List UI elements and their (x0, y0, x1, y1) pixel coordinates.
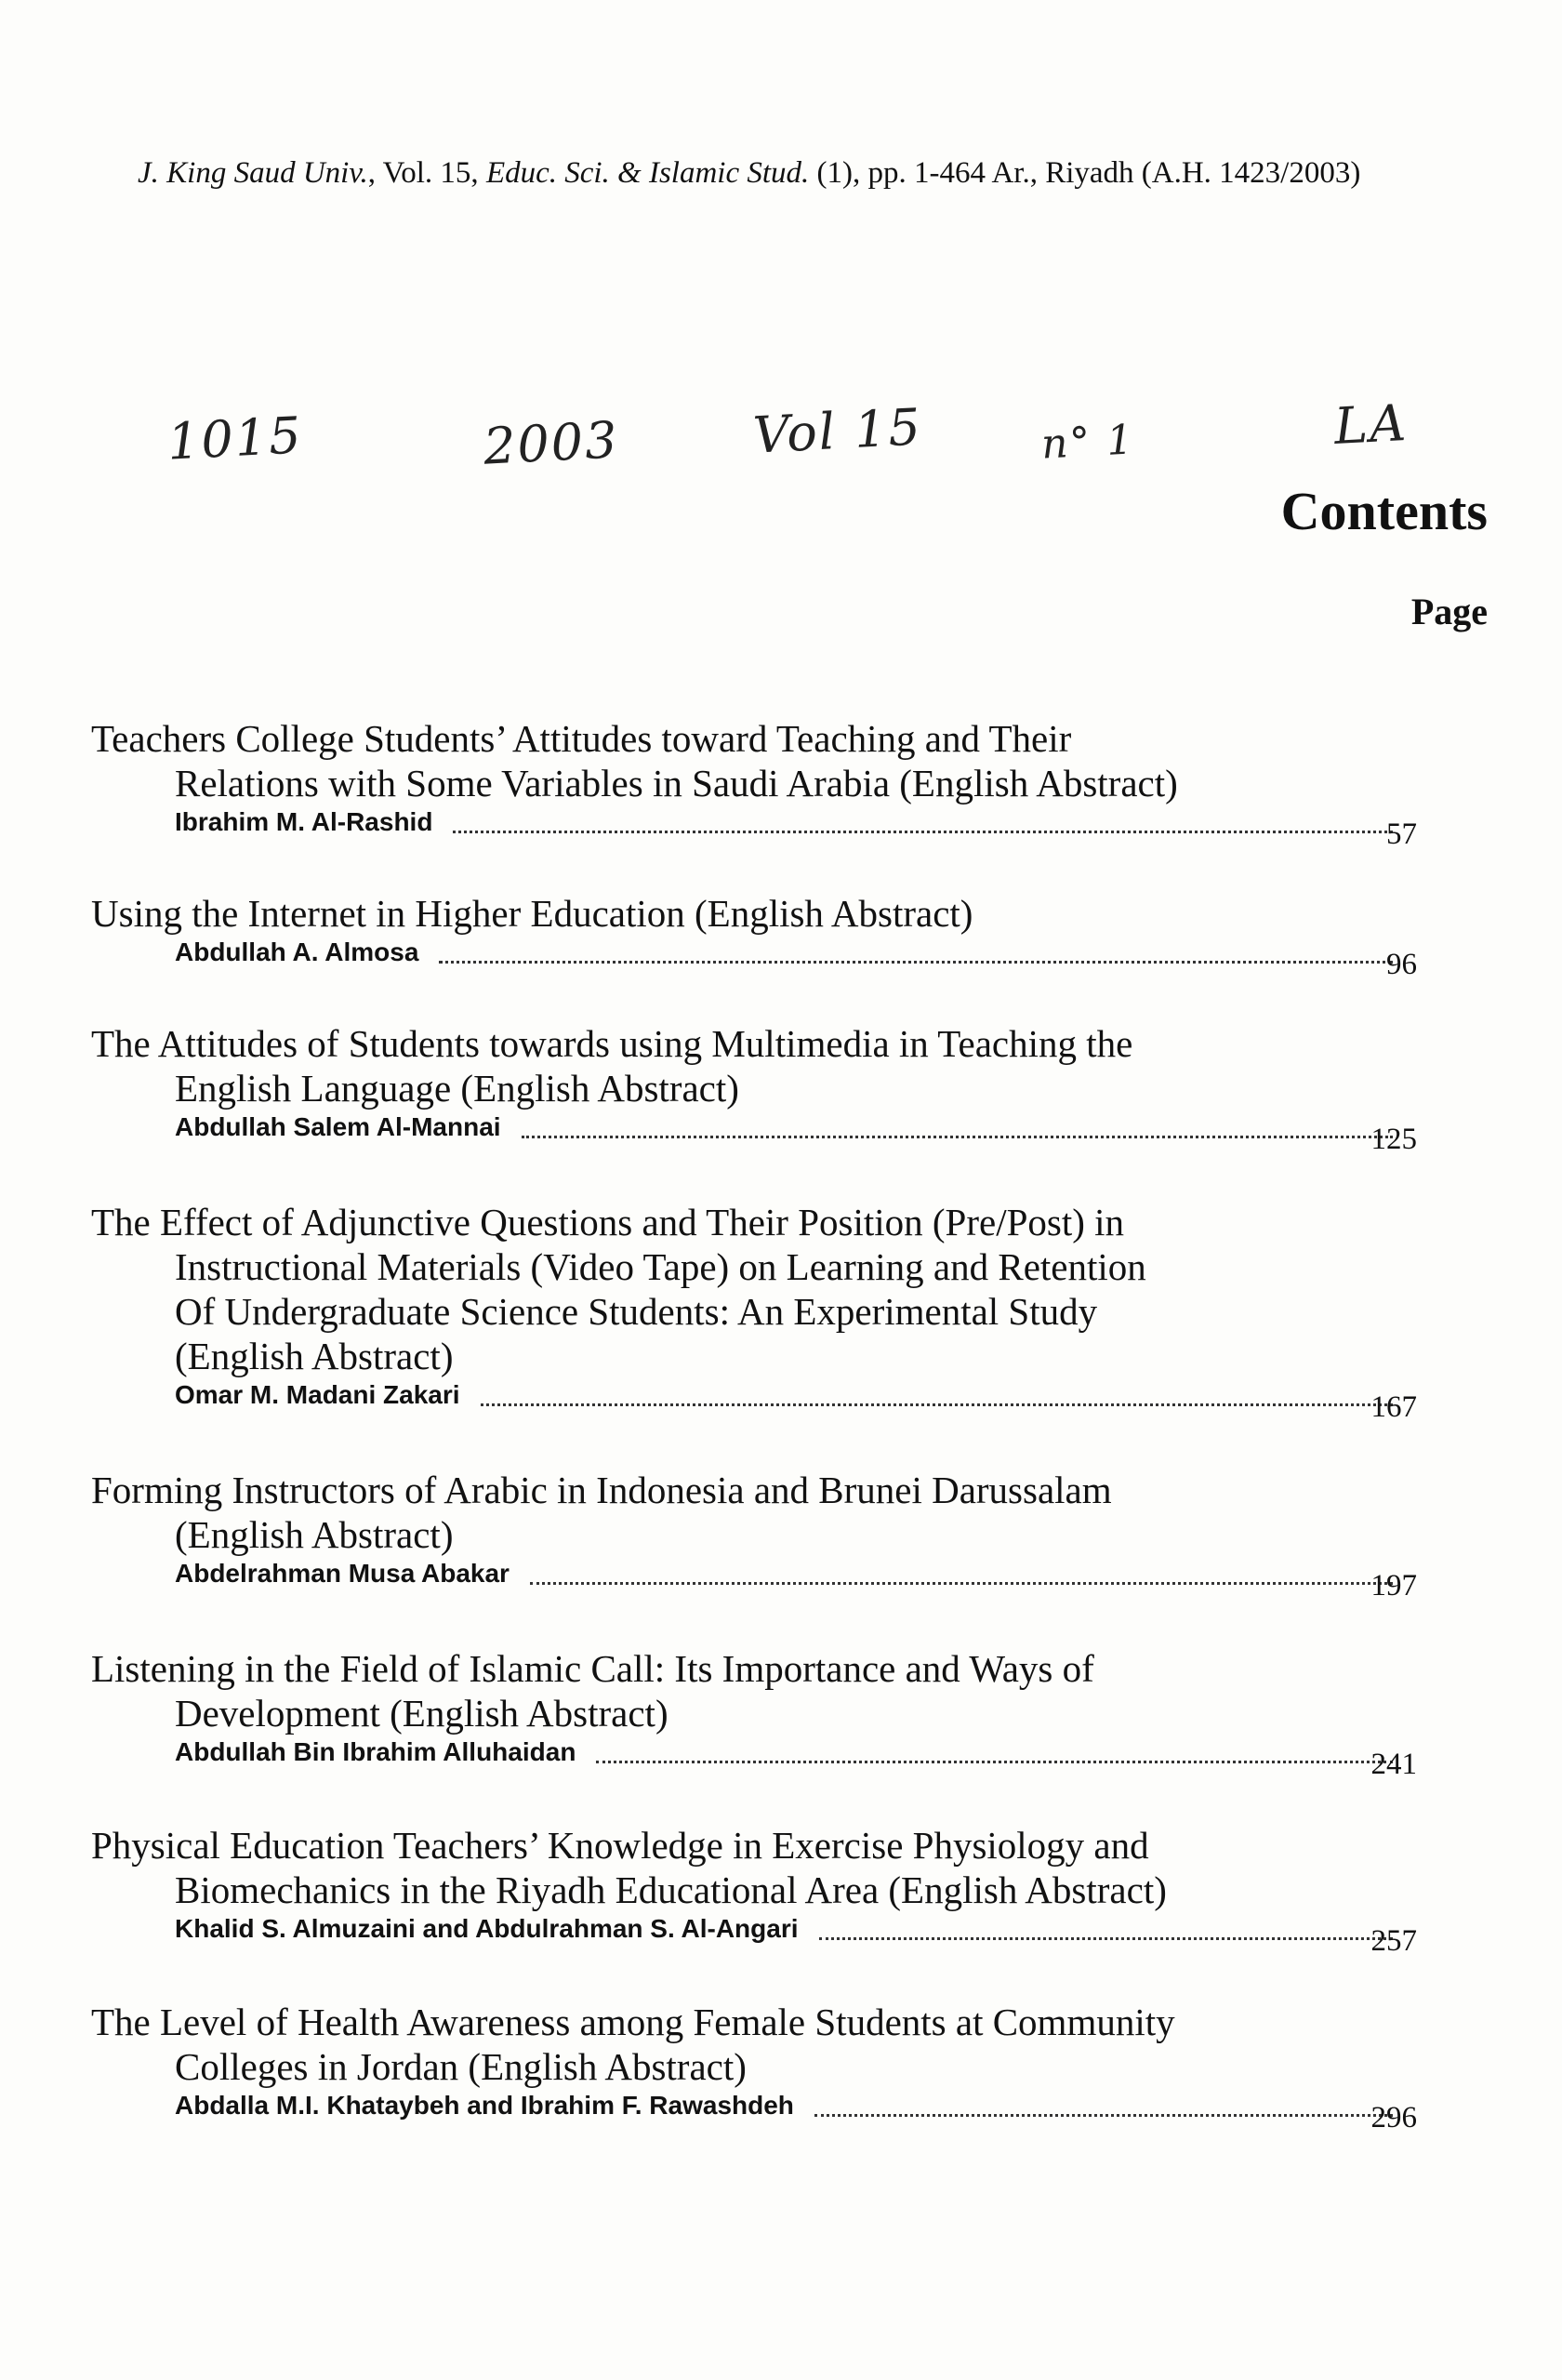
entry-byline (175, 1557, 1393, 1590)
entry-byline (175, 1110, 1393, 1144)
entry-title: Using the Internet in Higher Education (English Abstract) (91, 892, 973, 935)
handwritten-note: 2003 (482, 410, 620, 476)
leader-dots (481, 1394, 1393, 1406)
toc-entry[interactable] (91, 1200, 1489, 1424)
entry-title: The Attitudes of Students towards using Multimedia in Teaching the English Language (English Abstract) (91, 1022, 1133, 1110)
entry-author: Khalid S. Almuzaini and Abdulrahman S. Al-Angari (175, 1914, 799, 1943)
toc-entry[interactable] (91, 891, 1489, 981)
entry-title: The Effect of Adjunctive Questions and Their Position (Pre/Post) in Instructional Materials (Video Tape) on Learning and Retention Of Undergraduate Science Students: An Experimental Study (English Abstract) (91, 1201, 1146, 1377)
contents-list (91, 716, 1489, 2134)
leader-dots (814, 2105, 1393, 2117)
leader-dots (522, 1126, 1393, 1138)
entry-byline (175, 1912, 1393, 1946)
handwritten-note: Vol 15 (751, 397, 924, 465)
entry-author: Abdullah A. Almosa (175, 937, 419, 966)
journal-name: J. King Saud Univ. (138, 156, 368, 190)
entry-page-number: 257 (1370, 1924, 1417, 1958)
entry-title: Forming Instructors of Arabic in Indonesia and Brunei Darussalam (English Abstract) (91, 1469, 1112, 1556)
entry-author: Ibrahim M. Al-Rashid (175, 807, 433, 836)
entry-title: Teachers College Students’ Attitudes toward Teaching and Their Relations with Some Variables in Saudi Arabia (English Abstract) (91, 717, 1178, 804)
entry-author: Abdullah Bin Ibrahim Alluhaidan (175, 1737, 576, 1766)
entry-page-number: 167 (1370, 1390, 1417, 1424)
toc-entry[interactable] (91, 716, 1489, 851)
entry-title: Physical Education Teachers’ Knowledge in Exercise Physiology and Biomechanics in the Riyadh Educational Area (English Abstract) (91, 1824, 1167, 1911)
page-column-label: Page (1410, 591, 1488, 632)
entry-byline (175, 805, 1393, 839)
toc-entry[interactable] (91, 1646, 1489, 1781)
entry-title: The Level of Health Awareness among Female Students at Community Colleges in Jordan (English Abstract) (91, 2001, 1175, 2088)
leader-dots (453, 821, 1393, 833)
entry-title: Listening in the Field of Islamic Call: Its Importance and Ways of Development (English Abstract) (91, 1647, 1094, 1735)
entry-byline (175, 936, 1393, 969)
handwritten-note: 1015 (165, 406, 304, 472)
entry-page-number: 125 (1370, 1123, 1417, 1156)
toc-entry[interactable] (91, 1468, 1489, 1602)
toc-entry[interactable] (91, 1021, 1489, 1156)
entry-byline (175, 1735, 1393, 1769)
entry-page-number: 57 (1386, 818, 1417, 851)
volume-text: , Vol. 15, (367, 156, 486, 190)
toc-entry[interactable] (91, 1823, 1489, 1958)
entry-byline (175, 1378, 1393, 1412)
leader-dots (530, 1573, 1393, 1585)
entry-page-number: 296 (1370, 2101, 1417, 2134)
entry-author: Abdullah Salem Al-Mannai (175, 1112, 501, 1141)
toc-entry[interactable] (91, 2000, 1489, 2134)
entry-author: Omar M. Madani Zakari (175, 1380, 460, 1409)
handwritten-note: LA (1332, 392, 1410, 457)
leader-dots (439, 951, 1393, 964)
series-name: Educ. Sci. & Islamic Stud. (485, 156, 810, 190)
leader-dots (596, 1751, 1393, 1763)
leader-dots (819, 1928, 1394, 1940)
entry-author: Abdalla M.I. Khataybeh and Ibrahim F. Rawashdeh (175, 2091, 794, 2120)
handwritten-note: n° 1 (1039, 416, 1136, 469)
issue-info: (1), pp. 1-464 Ar., Riyadh (A.H. 1423/2003) (809, 156, 1361, 190)
entry-page-number: 197 (1370, 1569, 1417, 1602)
page-title: Contents (1280, 481, 1488, 541)
entry-author: Abdelrahman Musa Abakar (175, 1559, 510, 1588)
entry-page-number: 96 (1386, 948, 1417, 981)
journal-header (138, 156, 1458, 191)
entry-page-number: 241 (1370, 1748, 1417, 1781)
entry-byline (175, 2089, 1393, 2122)
